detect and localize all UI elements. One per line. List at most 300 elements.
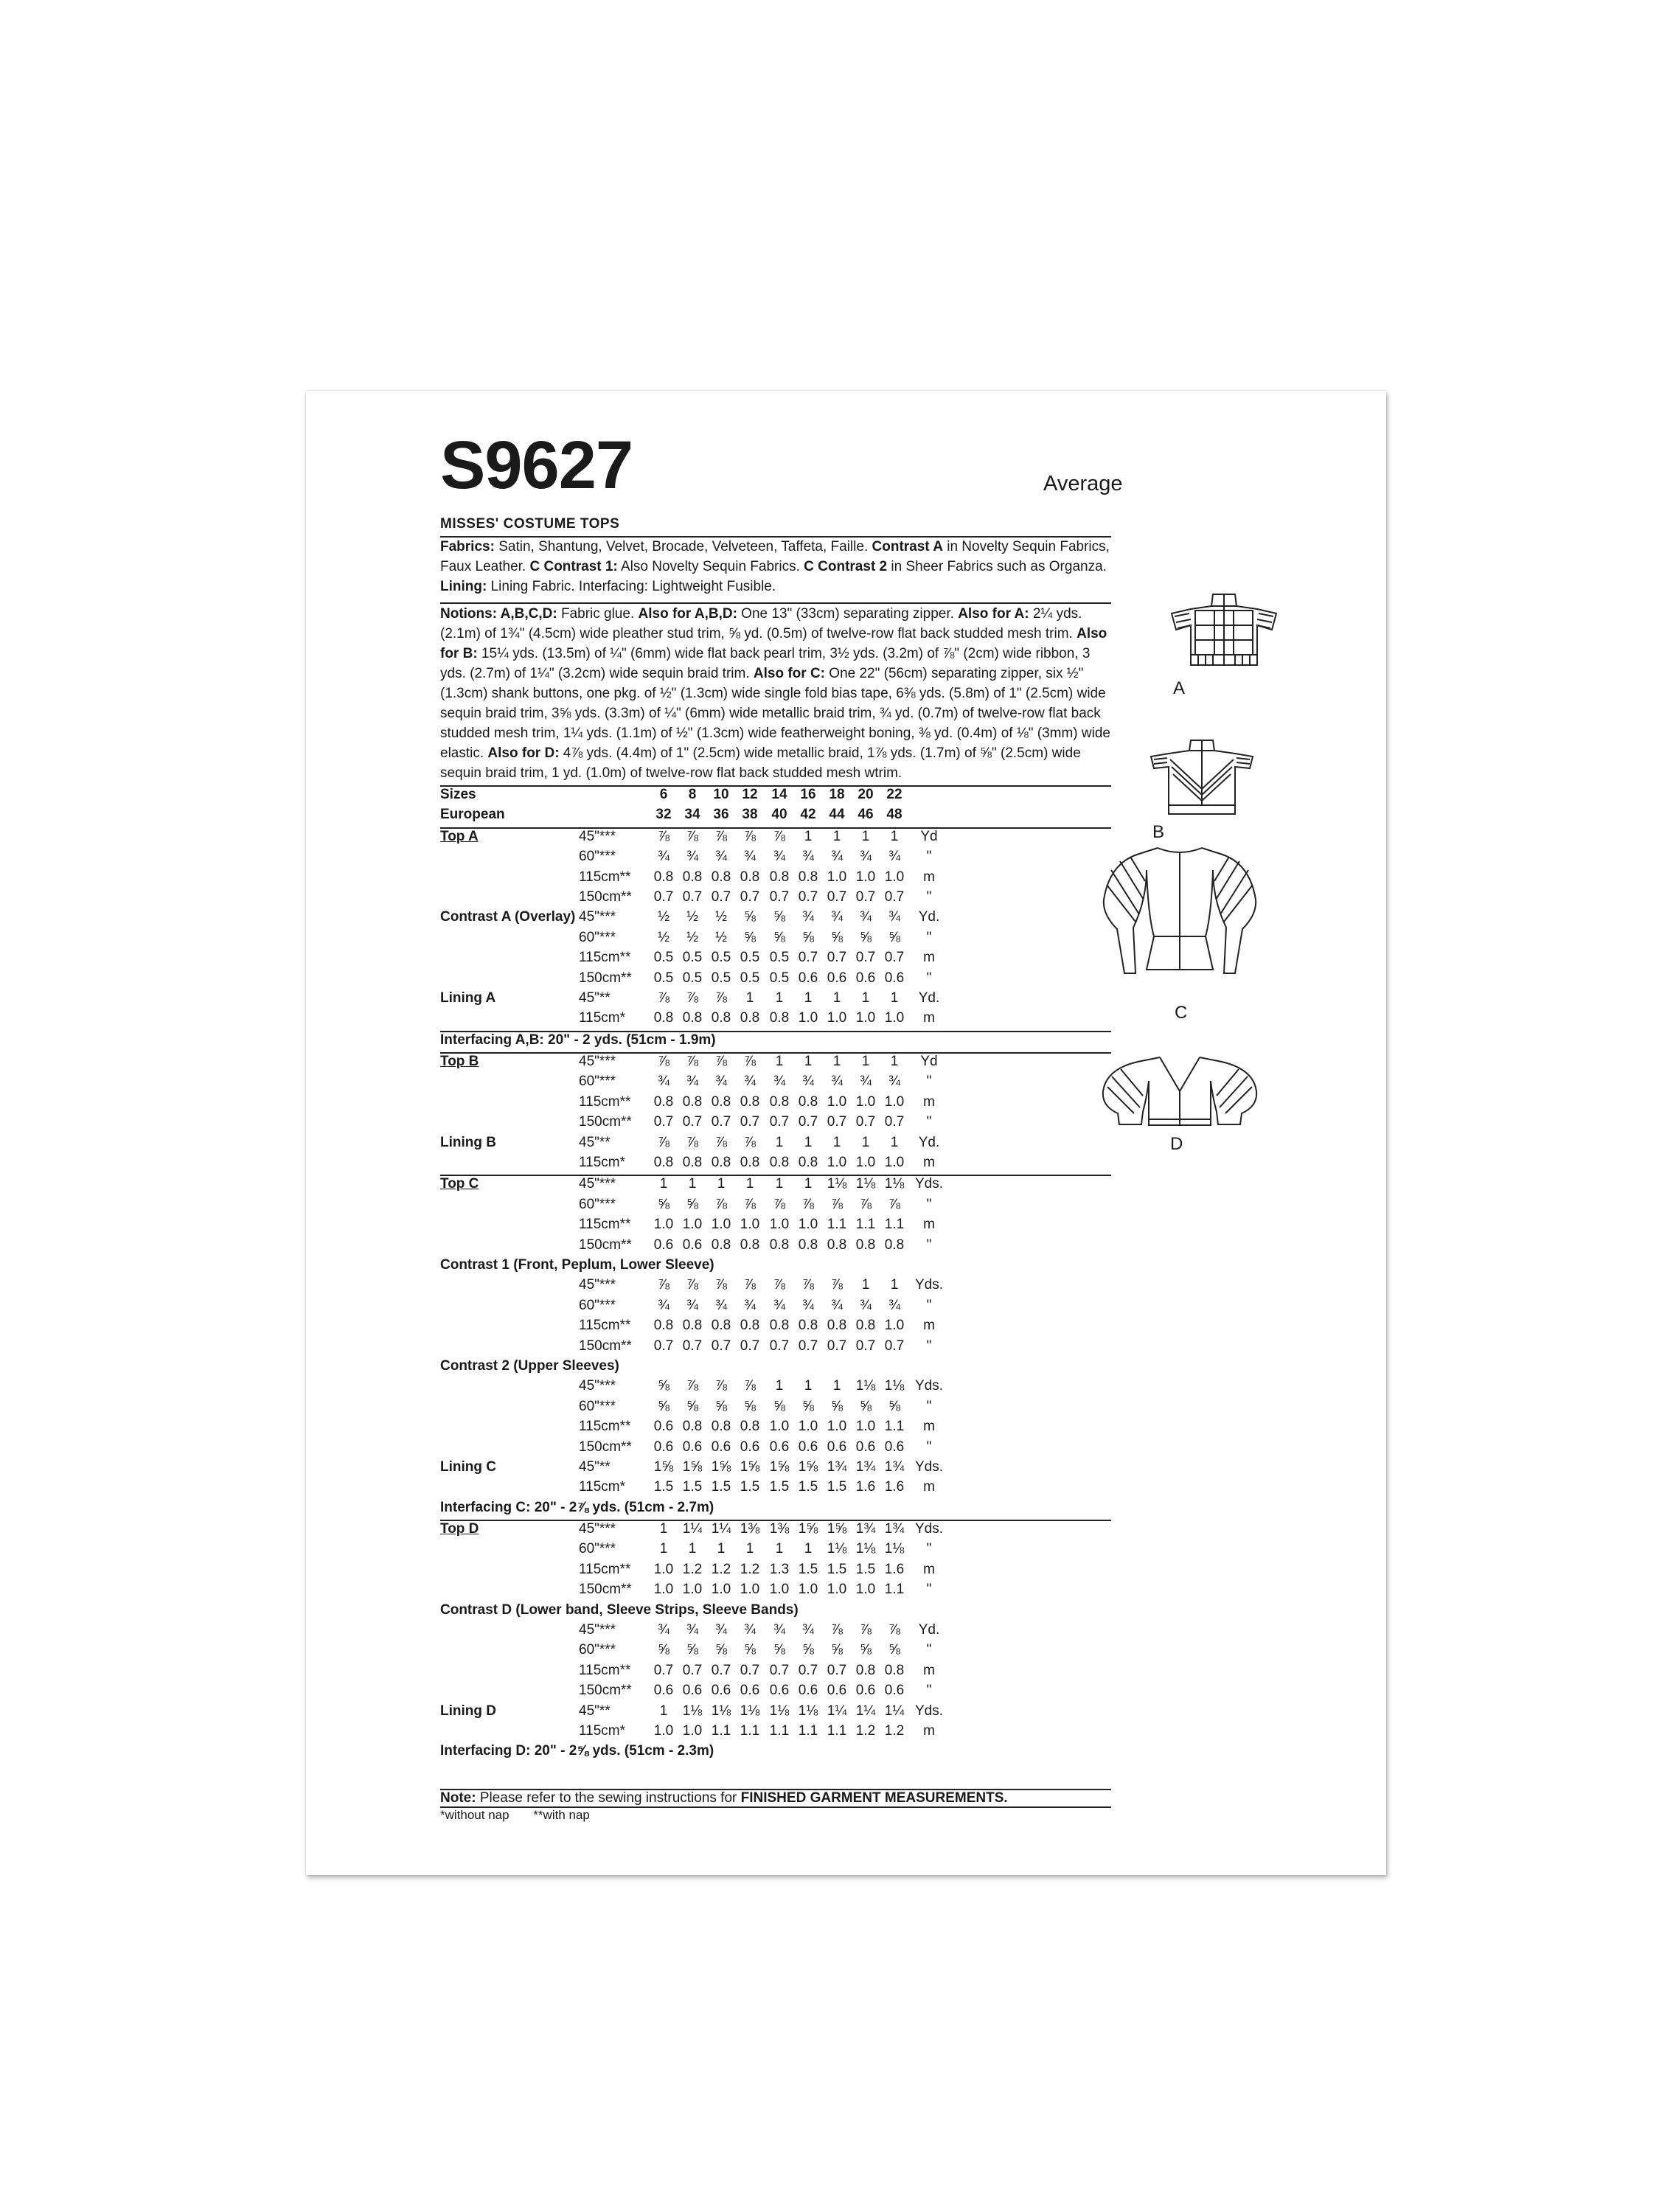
row-label: Interfacing A,B: 20" - 2 yds. (51cm - 1.9m): [440, 1032, 716, 1048]
view-d-label: D: [1170, 1134, 1183, 1154]
table-cell: ⅞: [860, 1622, 872, 1638]
table-cell: ⅞: [744, 1054, 756, 1070]
fabric-width: 60"***: [579, 1196, 616, 1212]
fabric-width: 45"***: [579, 1176, 616, 1192]
table-cell: 0.7: [798, 950, 818, 966]
table-cell: ⅝: [744, 909, 756, 925]
table-cell: ⅝: [744, 1398, 756, 1414]
table-cell: 1.0: [769, 1419, 790, 1435]
table-cell: 0.7: [884, 1114, 905, 1130]
table-cell: ¾: [744, 1622, 756, 1638]
table-cell: 0.7: [653, 888, 674, 905]
table-cell: 0.7: [711, 888, 731, 905]
table-row: [440, 950, 1111, 970]
fabric-width: 115cm**: [579, 1662, 631, 1678]
fabric-width: 45"***: [579, 1054, 616, 1070]
table-cell: ⅞: [744, 1196, 756, 1212]
table-cell: ⅝: [658, 1196, 669, 1212]
unit-label: ": [926, 1237, 932, 1253]
table-cell: ¾: [715, 1074, 727, 1090]
unit-label: ": [926, 929, 932, 945]
row-label: Top A: [440, 828, 479, 844]
row-label: Lining B: [440, 1134, 496, 1150]
table-cell: 1¾: [855, 1458, 876, 1475]
table-cell: ½: [658, 929, 669, 945]
table-cell: 0.6: [682, 1237, 703, 1253]
table-cell: 0.7: [827, 1338, 847, 1354]
table-cell: ⅝: [715, 1642, 727, 1658]
table-cell: 1⅛: [884, 1378, 905, 1394]
table-row: [440, 1010, 1111, 1030]
fabric-width: 45"**: [579, 990, 611, 1006]
table-cell: 1.0: [682, 1582, 703, 1598]
table-cell: ⅝: [802, 1642, 814, 1658]
row-label: Lining A: [440, 990, 496, 1006]
table-cell: 1: [804, 828, 813, 844]
table-cell: 0.6: [884, 970, 905, 986]
table-cell: ⅞: [658, 1134, 669, 1150]
table-row: [440, 1318, 1111, 1338]
table-cell: 0.6: [827, 1439, 847, 1455]
table-row: [440, 1074, 1111, 1093]
table-cell: 0.8: [653, 1318, 674, 1334]
table-cell: ⅝: [888, 1398, 900, 1414]
table-cell: ⅝: [686, 1642, 698, 1658]
table-cell: 0.7: [884, 1338, 905, 1354]
table-cell: 1: [804, 1176, 813, 1192]
table-cell: 1⅛: [798, 1703, 818, 1719]
table-cell: 1.0: [769, 1582, 790, 1598]
table-cell: 1.0: [798, 1419, 818, 1435]
table-cell: 0.8: [798, 1237, 818, 1253]
table-cell: ⅝: [860, 929, 872, 945]
table-row: [440, 990, 1111, 1010]
table-cell: 1: [775, 1378, 784, 1394]
table-cell: 1.5: [740, 1479, 760, 1495]
unit-label: ": [926, 1297, 932, 1313]
table-cell: ⅝: [715, 1398, 727, 1414]
fabric-width: 45"**: [579, 1458, 611, 1475]
table-cell: 0.7: [798, 1338, 818, 1354]
table-cell: ⅞: [744, 828, 756, 844]
table-cell: 0.8: [711, 1155, 731, 1171]
table-cell: 1.1: [827, 1217, 847, 1233]
table-row: [440, 1175, 1111, 1196]
table-cell: ⅞: [802, 1277, 814, 1293]
table-cell: ⅞: [888, 1622, 900, 1638]
table-cell: 1⅛: [711, 1703, 731, 1719]
table-cell: 0.8: [653, 1093, 674, 1110]
table-cell: 1: [804, 1054, 813, 1070]
fabric-width: 115cm**: [579, 950, 631, 966]
table-cell: 1.0: [884, 1093, 905, 1110]
table-cell: 16: [800, 787, 816, 802]
table-cell: 1: [861, 990, 870, 1006]
table-cell: 0.8: [769, 1155, 790, 1171]
unit-label: ": [926, 1114, 932, 1130]
unit-label: Yd: [920, 1054, 938, 1070]
table-row: [440, 1257, 1111, 1277]
fabric-width: 45"***: [579, 1521, 616, 1537]
table-cell: 0.8: [884, 1237, 905, 1253]
table-cell: 1.0: [653, 1722, 674, 1739]
table-cell: 1.5: [798, 1479, 818, 1495]
table-cell: 0.7: [884, 888, 905, 905]
table-cell: 0.7: [827, 1114, 847, 1130]
table-row: [440, 1094, 1111, 1114]
table-cell: ¾: [715, 1297, 727, 1313]
table-cell: 0.5: [682, 950, 703, 966]
view-b-illustration: [1147, 737, 1257, 817]
table-row: [440, 1642, 1111, 1662]
table-cell: ⅝: [860, 1398, 872, 1414]
fabrics-text: Fabrics: Satin, Shantung, Velvet, Brocade, Velveteen, Taffeta, Faille. Contrast A in Novelty Sequin Fabrics, Faux Leather. C Contrast 1: Also Novelty Sequin Fabrics. C Contrast 2 in Sheer Fabrics such as Organza. Lining: Lining Fabric. Interfacing: Lightweight Fusible.: [440, 539, 1110, 594]
table-cell: 0.8: [769, 1010, 790, 1026]
view-b-label: B: [1152, 822, 1165, 842]
table-cell: 0.6: [740, 1683, 760, 1699]
table-cell: 1⅛: [855, 1176, 876, 1192]
table-cell: ⅞: [686, 1378, 698, 1394]
table-cell: 0.8: [740, 1155, 760, 1171]
table-cell: ⅞: [802, 1196, 814, 1212]
table-cell: 1: [861, 828, 870, 844]
table-cell: 0.8: [711, 1093, 731, 1110]
without-nap-label: *without nap: [440, 1808, 509, 1822]
table-cell: 1.0: [740, 1217, 760, 1233]
fabric-width: 45"***: [579, 909, 616, 925]
table-cell: 1: [832, 1378, 841, 1394]
table-cell: 0.7: [711, 1114, 731, 1130]
table-cell: 1.0: [855, 1419, 876, 1435]
table-cell: 0.6: [653, 1439, 674, 1455]
pattern-number: S9627: [440, 428, 633, 503]
table-cell: 0.7: [711, 1338, 731, 1354]
table-cell: 1⅝: [653, 1458, 674, 1475]
table-cell: ⅝: [831, 1398, 843, 1414]
fabric-width: 60"***: [579, 1398, 616, 1414]
table-cell: ⅞: [860, 1196, 872, 1212]
table-cell: ¾: [773, 1297, 785, 1313]
table-cell: 0.6: [653, 1419, 674, 1435]
table-cell: 1.6: [855, 1479, 876, 1495]
fabric-width: 115cm**: [579, 1318, 631, 1334]
table-cell: 1.0: [827, 869, 847, 885]
table-row: [440, 1703, 1111, 1723]
fabric-width: 115cm*: [579, 1155, 626, 1171]
table-cell: ¾: [658, 1074, 669, 1090]
fabric-width: 115cm**: [579, 1419, 631, 1435]
table-cell: 1¾: [827, 1458, 847, 1475]
nap-legend: [440, 1808, 611, 1823]
table-cell: 1.0: [827, 1155, 847, 1171]
table-cell: 1.5: [827, 1561, 847, 1577]
table-cell: 0.8: [740, 1010, 760, 1026]
table-cell: 0.7: [740, 1662, 760, 1678]
unit-label: m: [923, 1419, 935, 1435]
table-cell: 0.8: [711, 1237, 731, 1253]
table-row: [440, 787, 1111, 807]
table-cell: ⅞: [686, 1277, 698, 1293]
table-cell: ¾: [860, 909, 872, 925]
table-cell: 0.6: [740, 1439, 760, 1455]
table-cell: 0.7: [740, 1114, 760, 1130]
table-cell: ¾: [802, 1297, 814, 1313]
table-cell: 1.5: [711, 1479, 731, 1495]
unit-label: Yds.: [914, 1176, 944, 1192]
table-cell: 0.8: [884, 1662, 905, 1678]
table-cell: 1: [745, 1541, 754, 1557]
table-cell: ⅞: [831, 1196, 843, 1212]
fabric-width: 115cm*: [579, 1722, 626, 1739]
row-label: Top C: [440, 1176, 479, 1192]
table-cell: ¾: [715, 1622, 727, 1638]
table-cell: 0.6: [653, 1237, 674, 1253]
table-cell: 1.0: [827, 1010, 847, 1026]
table-cell: 1⅝: [740, 1458, 760, 1475]
table-row: [440, 1197, 1111, 1217]
table-cell: 1⅝: [769, 1458, 790, 1475]
unit-label: ": [926, 970, 932, 986]
table-cell: 1⅝: [798, 1458, 818, 1475]
table-cell: 0.7: [653, 1114, 674, 1130]
table-row: [440, 889, 1111, 909]
table-cell: 0.7: [855, 1338, 876, 1354]
table-cell: 0.5: [711, 950, 731, 966]
table-cell: 1.2: [884, 1722, 905, 1739]
table-row: [440, 1683, 1111, 1703]
unit-label: Yds.: [914, 1521, 944, 1537]
table-cell: 40: [771, 807, 787, 823]
table-cell: 8: [688, 787, 697, 802]
table-cell: 0.7: [682, 1662, 703, 1678]
unit-label: m: [923, 1318, 935, 1334]
table-cell: 0.8: [682, 1093, 703, 1110]
table-cell: 1.0: [884, 1318, 905, 1334]
table-cell: 1⅛: [884, 1176, 905, 1192]
row-label: Interfacing D: 20" - 2⅝ yds. (51cm - 2.3m): [440, 1743, 714, 1759]
unit-label: ": [926, 1338, 932, 1354]
table-cell: 1.1: [798, 1722, 818, 1739]
table-cell: ¾: [658, 1297, 669, 1313]
table-cell: ⅝: [802, 1398, 814, 1414]
unit-label: ": [926, 1398, 932, 1414]
table-cell: 32: [655, 807, 672, 823]
fabric-width: 60"***: [579, 1541, 616, 1557]
unit-label: Yd.: [918, 909, 940, 925]
row-label: Top D: [440, 1521, 479, 1537]
table-cell: 1¼: [827, 1703, 847, 1719]
table-cell: 1: [659, 1176, 668, 1192]
table-cell: 0.6: [855, 1439, 876, 1455]
table-cell: 1.0: [827, 1093, 847, 1110]
unit-label: Yds.: [914, 1277, 944, 1293]
table-cell: 1: [890, 1054, 899, 1070]
table-cell: 0.8: [711, 869, 731, 885]
table-cell: 1.0: [855, 869, 876, 885]
table-cell: ¾: [773, 1622, 785, 1638]
table-cell: ½: [658, 909, 669, 925]
table-cell: 44: [829, 807, 845, 823]
table-row: [440, 1743, 1111, 1763]
table-cell: 0.5: [740, 970, 760, 986]
table-cell: 0.7: [769, 888, 790, 905]
table-cell: ½: [686, 909, 698, 925]
table-cell: 1.0: [798, 1217, 818, 1233]
fabric-width: 60"***: [579, 1297, 616, 1313]
table-cell: 20: [858, 787, 874, 802]
notions-text: Notions: A,B,C,D: Fabric glue. Also for A,B,D: One 13" (33cm) separating zipper. Also for A: 2¼ yds. (2.1m) of 1¾" (4.5cm) wide pleather stud trim, ⅝ yd. (0.5m) of twelve-row flat back studded mesh trim. Also for B: 15¼ yds. (13.5m) of ¼" (6mm) wide flat back pearl trim, 3½ yds. (3.2m) of ⅞" (2cm) wide ribbon, 3 yds. (2.7m) of 1¼" (3.2cm) wide sequin braid trim. Also for C: One 22" (56cm) separating zipper, six ½" (1.3cm) shank buttons, one pkg. of ½" (1.3cm) wide single fold bias tape, 6⅜ yds. (5.8m) of 1" (2.5cm) wide sequin braid trim, 3⅝ yds. (3.3m) of ¼" (6mm) wide metallic braid trim, ¾ yd. (0.7m) of twelve-row flat back studded mesh trim, 1¼ yds. (1.1m) of ½" (1.3cm) wide featherweight boning, ⅜ yd. (0.4m) of ⅛" (3mm) wide elastic. Also for D: 4⅞ yds. (4.4m) of 1" (2.5cm) wide metallic braid, 1⅞ yds. (1.7m) of ⅝" (2.5cm) wide sequin braid trim, 1 yd. (1.0m) of twelve-row flat back studded mesh wtrim.: [440, 606, 1110, 781]
table-cell: 1: [804, 990, 813, 1006]
table-cell: 0.6: [711, 1683, 731, 1699]
table-cell: ⅝: [658, 1398, 669, 1414]
table-cell: 0.8: [769, 1237, 790, 1253]
unit-label: Yd.: [918, 990, 940, 1006]
fabric-width: 150cm**: [579, 1237, 632, 1253]
table-cell: 1.1: [855, 1217, 876, 1233]
table-cell: 1: [745, 1176, 754, 1192]
table-cell: 0.7: [798, 1662, 818, 1678]
fabric-width: 60"***: [579, 849, 616, 865]
table-cell: ⅞: [715, 990, 727, 1006]
unit-label: ": [926, 1439, 932, 1455]
table-cell: 0.7: [827, 950, 847, 966]
table-cell: 0.8: [711, 1010, 731, 1026]
table-cell: ½: [686, 929, 698, 945]
table-cell: 36: [713, 807, 729, 823]
table-cell: ⅞: [831, 1622, 843, 1638]
table-cell: 0.8: [769, 1318, 790, 1334]
table-cell: 0.8: [682, 869, 703, 885]
table-cell: 42: [800, 807, 816, 823]
table-cell: 0.5: [769, 970, 790, 986]
table-cell: 1.1: [769, 1722, 790, 1739]
table-cell: 0.8: [653, 1155, 674, 1171]
table-cell: 1: [659, 1541, 668, 1557]
table-cell: 0.7: [884, 950, 905, 966]
table-cell: 18: [829, 787, 845, 802]
table-cell: 0.6: [798, 1683, 818, 1699]
table-cell: ¾: [686, 849, 698, 865]
table-cell: 1: [861, 1277, 870, 1293]
table-row: [440, 1338, 1111, 1358]
table-cell: 1⅝: [827, 1521, 847, 1537]
table-cell: ⅞: [715, 1196, 727, 1212]
table-cell: ⅞: [715, 1134, 727, 1150]
fabric-width: 150cm**: [579, 1114, 632, 1130]
table-cell: 1.1: [740, 1722, 760, 1739]
table-cell: ¾: [802, 1622, 814, 1638]
table-row: [440, 1723, 1111, 1743]
table-cell: 0.5: [682, 970, 703, 986]
table-cell: 1.1: [884, 1419, 905, 1435]
table-cell: 0.8: [682, 1419, 703, 1435]
table-cell: 46: [858, 807, 874, 823]
table-cell: 1: [659, 1521, 668, 1537]
table-cell: 0.7: [653, 1338, 674, 1354]
table-cell: ⅝: [773, 929, 785, 945]
row-label: Interfacing C: 20" - 2⅞ yds. (51cm - 2.7m): [440, 1499, 714, 1515]
table-cell: 1: [890, 828, 899, 844]
table-cell: 1.6: [884, 1561, 905, 1577]
table-cell: ¾: [888, 1074, 900, 1090]
row-label: Lining D: [440, 1703, 496, 1719]
table-cell: ¾: [744, 1074, 756, 1090]
table-cell: 1.0: [884, 1010, 905, 1026]
table-cell: ¾: [773, 1074, 785, 1090]
table-cell: 14: [771, 787, 787, 802]
table-cell: ¾: [686, 1074, 698, 1090]
table-cell: 1.6: [884, 1479, 905, 1495]
fabric-width: 150cm**: [579, 1683, 632, 1699]
finished-measurements-note: Note: Please refer to the sewing instructions for FINISHED GARMENT MEASUREMENTS.: [440, 1790, 1008, 1806]
fabric-width: 150cm**: [579, 1582, 632, 1598]
table-cell: ⅞: [658, 828, 669, 844]
table-cell: ⅝: [802, 929, 814, 945]
table-cell: ⅞: [686, 990, 698, 1006]
table-row: [440, 1419, 1111, 1439]
table-cell: ⅝: [831, 929, 843, 945]
table-cell: 0.8: [711, 1318, 731, 1334]
unit-label: ": [926, 1683, 932, 1699]
table-cell: 0.8: [855, 1318, 876, 1334]
table-cell: 1.0: [798, 1010, 818, 1026]
fabric-width: 150cm**: [579, 1338, 632, 1354]
fabric-width: 60"***: [579, 1642, 616, 1658]
table-cell: ⅝: [860, 1642, 872, 1658]
table-cell: ¾: [658, 849, 669, 865]
row-label: European: [440, 807, 505, 823]
table-cell: 1.0: [855, 1093, 876, 1110]
table-cell: 12: [742, 787, 758, 802]
table-cell: 1.2: [682, 1561, 703, 1577]
table-cell: 0.7: [798, 888, 818, 905]
unit-label: m: [923, 1217, 935, 1233]
table-cell: ¾: [686, 1297, 698, 1313]
with-nap-label: **with nap: [533, 1808, 590, 1822]
table-row: [440, 1520, 1111, 1541]
table-cell: 1: [775, 1134, 784, 1150]
table-cell: ¾: [744, 1297, 756, 1313]
row-label: Sizes: [440, 787, 476, 802]
table-row: [440, 1399, 1111, 1419]
table-cell: 1⅛: [827, 1176, 847, 1192]
table-cell: 1¼: [682, 1521, 703, 1537]
table-row: [440, 1114, 1111, 1134]
table-cell: ⅞: [773, 828, 785, 844]
table-row: [440, 1358, 1111, 1378]
table-row: [440, 1277, 1111, 1297]
table-cell: 1.0: [855, 1155, 876, 1171]
table-cell: 1.0: [884, 1155, 905, 1171]
table-cell: 1.0: [798, 1582, 818, 1598]
table-cell: 1¾: [884, 1458, 905, 1475]
unit-label: m: [923, 1662, 935, 1678]
table-cell: 0.5: [653, 970, 674, 986]
table-cell: 1⅜: [769, 1521, 790, 1537]
table-cell: ⅞: [773, 1277, 785, 1293]
table-cell: ⅝: [686, 1196, 698, 1212]
unit-label: m: [923, 1093, 935, 1110]
fabric-width: 150cm**: [579, 888, 632, 905]
view-c-label: C: [1175, 1003, 1188, 1023]
table-cell: 1.0: [827, 1419, 847, 1435]
table-cell: 1.2: [740, 1561, 760, 1577]
fabric-width: 115cm*: [579, 1010, 626, 1026]
table-cell: 0.7: [769, 1114, 790, 1130]
unit-label: ": [926, 1642, 932, 1658]
table-cell: 1⅛: [827, 1541, 847, 1557]
table-cell: ⅞: [715, 1378, 727, 1394]
